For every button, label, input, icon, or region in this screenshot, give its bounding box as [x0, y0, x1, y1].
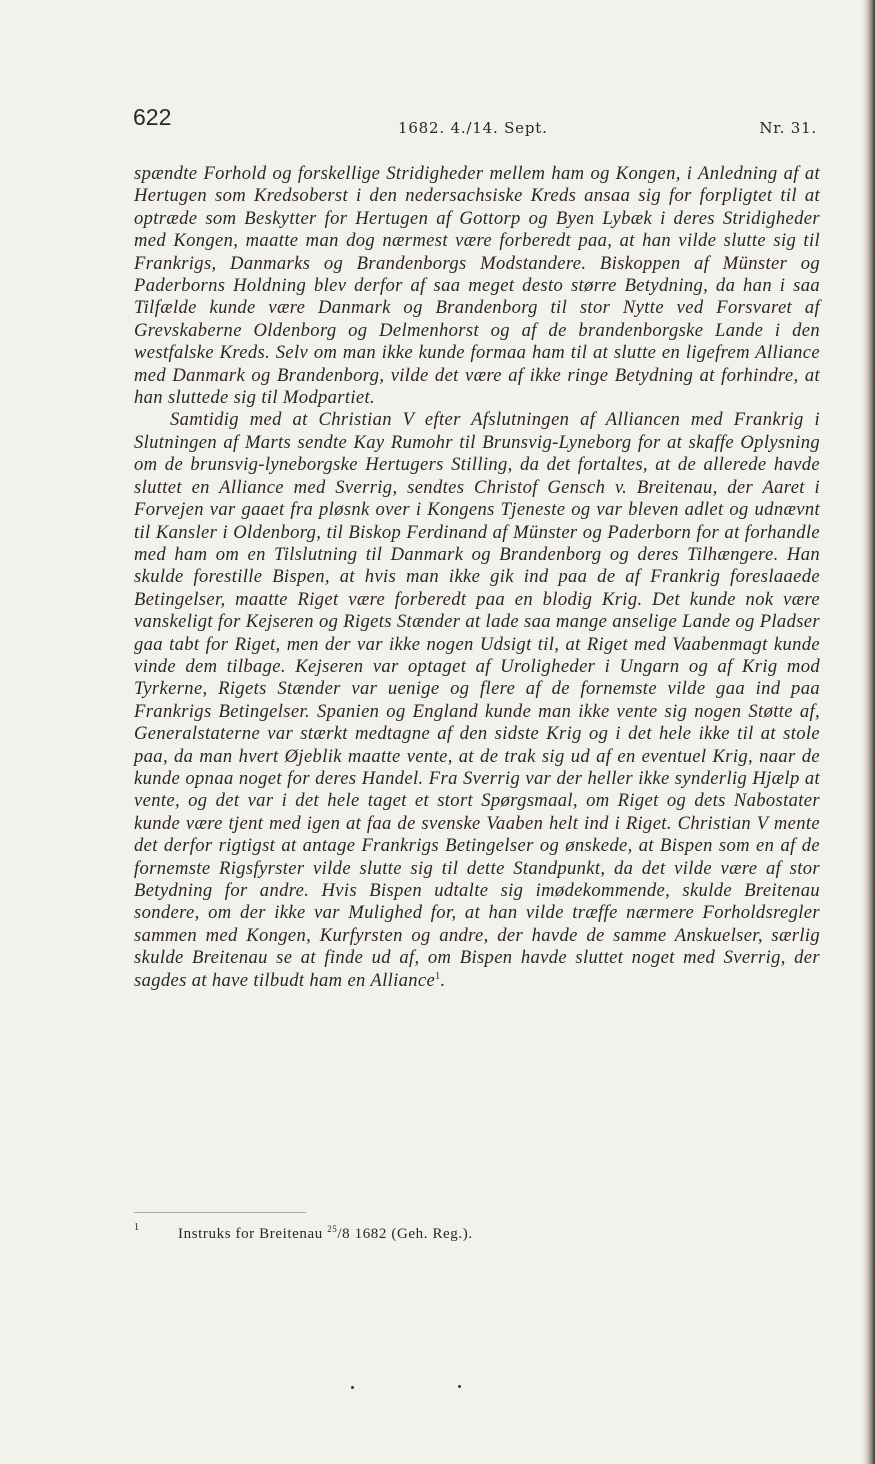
- header-date: 1682. 4./14. Sept.: [398, 119, 548, 137]
- page-number: 622: [133, 104, 172, 130]
- footnote-divider: [134, 1212, 306, 1213]
- footnote-mark: 1: [134, 1222, 139, 1233]
- scan-speck: [351, 1386, 354, 1389]
- paragraph: Samtidig med at Christian V efter Afslutningen af Alliancen med Frankrig i Slutningen af Marts sendte Kay Rumohr til Brunsvig-Lyneborg for at skaffe Oplysning om de brunsvig-lyneborgske Hertugers Stilling, da det fortaltes, at de allerede havde sluttet en Alliance med Sverrig, sendtes Christof Gensch v. Breitenau, der Aaret i Forvejen var gaaet fra pløsnk over i Kongens Tjeneste og var bleven adlet og udnævnt til Kansler i Oldenborg, til Biskop Ferdinand af Münster og Paderborn for at forhandle med ham om en Tilslutning til Danmark og Brandenborg og deres Tilhængere. Han skulde forestille Bispen, at hvis man ikke gik ind paa de af Frankrig foreslaaede Betingelser, maatte Riget være forberedt paa en blodig Krig. Det kunde nok være vanskeligt for Kejseren og Rigets Stænder at lade saa mange anselige Lande og Pladser gaa tabt for Riget, men der var ikke nogen Udsigt til, at Riget med Vaabenmagt kunde vinde dem tilbage. Kejseren var optaget af Uroligheder i Ungarn og af Krig mod Tyrkerne, Rigets Stænder var uenige og flere af de fornemste vilde gaa ind paa Frankrigs Betingelser. Spanien og England kunde man ikke vente sig nogen Støtte af, Generalstaterne var stærkt medtagne af den sidste Krig og i det hele ikke til at stole paa, da man hvert Øjeblik maatte vente, at de trak sig ud af en eventuel Krig, naar de kunde opnaa noget for deres Handel. Fra Sverrig var der heller ikke synderlig Hjælp at vente, og det var i det hele taget et stort Spørgsmaal, om Riget og dets Nabostater kunde være tjent med igen at faa de svenske Vaaben helt ind i Riget. Christian V mente det derfor rigtigst at antage Frankrigs Betingelser og ønskede, at Bispen som en af de fornemste Rigsfyrster vilde slutte sig til dette Standpunkt, da det vilde være af stor Betydning for andre. Hvis Bispen udtalte sig imødekommende, skulde Breitenau sondere, om der ikke var Mulighed for, at han vilde træffe nærmere Forholdsregler sammen med Kongen, Kurfyrsten og andre, der havde de samme Anskuelser, særlig skulde Breitenau se at finde ud af, om Bispen havde sluttet noget med Sverrig, der sagdes at have tilbudt ham en Alliance$^1$.: [134, 409, 820, 991]
- paragraph-text: spændte Forhold og forskellige Stridigheder mellem ham og Kongen, i Anledning af at Hertugen som Kredsoberst i den nedersachsiske Kreds ansaa sig for forpligtet til at optræde som Beskytter for Hertugen af Gottorp og Byen Lybæk i deres Stridigheder med Kongen, maatte man dog nærmest være forberedt paa, at han vilde slutte sig til Frankrigs, Danmarks og Brandenborgs Modstandere. Biskoppen af Münster og Paderborns Holdning blev derfor af saa meget desto større Betydning, da han i saa Tilfælde kunde være Danmark og Brandenborg til stor Nytte ved Forsvaret af Grevskaberne Oldenborg og Delmenhorst og af de brandenborgske Lande i den westfalske Kreds. Selv om man ikke kunde formaa ham til at slutte en ligefrem Alliance med Danmark og Brandenborg, vilde det være af ikke ringe Betydning at forhindre, at han sluttede sig til Modpartiet.: [134, 163, 820, 409]
- footnote-date-superscript: 25: [327, 1224, 338, 1234]
- page-edge-shadow: [861, 0, 875, 1464]
- treaty-number: Nr. 31.: [759, 119, 817, 137]
- footnote: [178, 1224, 473, 1243]
- footnote-text: Instruks for Breitenau: [178, 1226, 328, 1242]
- running-header: [133, 104, 823, 144]
- footnote-reference[interactable]: 1: [435, 970, 441, 982]
- paragraph-text: Samtidig med at Christian V efter Afslutningen af Alliancen med Frankrig i Slutningen af Marts sendte Kay Rumohr til Brunsvig-Lyneborg for at skaffe Oplysning om de brunsvig-lyneborgske Hertugers Stilling, da det fortaltes, at de allerede havde sluttet en Alliance med Sverrig, sendtes Christof Gensch v. Breitenau, der Aaret i Forvejen var gaaet fra pløsnk over i Kongens Tjeneste og var bleven adlet og udnævnt til Kansler i Oldenborg, til Biskop Ferdinand af Münster og Paderborn for at forhandle med ham om en Tilslutning til Danmark og Brandenborg og deres Tilhængere. Han skulde forestille Bispen, at hvis man ikke gik ind paa de af Frankrig foreslaaede Betingelser, maatte Riget være forberedt paa en blodig Krig. Det kunde nok være vanskeligt for Kejseren og Rigets Stænder at lade saa mange anselige Lande og Pladser gaa tabt for Riget, men der var ikke nogen Udsigt til, at Riget med Vaabenmagt kunde vinde dem tilbage. Kejseren var optaget af Uroligheder i Ungarn og af Krig mod Tyrkerne, Rigets Stænder var uenige og flere af de fornemste vilde gaa ind paa Frankrigs Betingelser. Spanien og England kunde man ikke vente sig nogen Støtte af, Generalstaterne var stærkt medtagne af den sidste Krig og i det hele ikke til at stole paa, da man hvert Øjeblik maatte vente, at de trak sig ud af en eventuel Krig, naar de kunde opnaa noget for deres Handel. Fra Sverrig var der heller ikke synderlig Hjælp at vente, og det var i det hele taget et stort Spørgsmaal, om Riget og dets Nabostater kunde være tjent med igen at faa de svenske Vaaben helt ind i Riget. Christian V mente det derfor rigtigst at antage Frankrigs Betingelser og ønskede, at Bispen som en af de fornemste Rigsfyrster vilde slutte sig til dette Standpunkt, da det vilde være af stor Betydning for andre. Hvis Bispen udtalte sig imødekommende, skulde Breitenau sondere, om der ikke var Mulighed for, at han vilde træffe nærmere Forholdsregler sammen med Kongen, Kurfyrsten og andre, der havde de samme Anskuelser, særlig skulde Breitenau se at finde ud af, om Bispen havde sluttet noget med Sverrig, der sagdes at have tilbudt ham en Alliance: [134, 409, 820, 991]
- body-text: [134, 163, 820, 992]
- paragraph: [134, 163, 820, 409]
- scan-speck: [458, 1385, 461, 1388]
- footnote-date-rest: /8 1682 (Geh. Reg.).: [337, 1226, 473, 1242]
